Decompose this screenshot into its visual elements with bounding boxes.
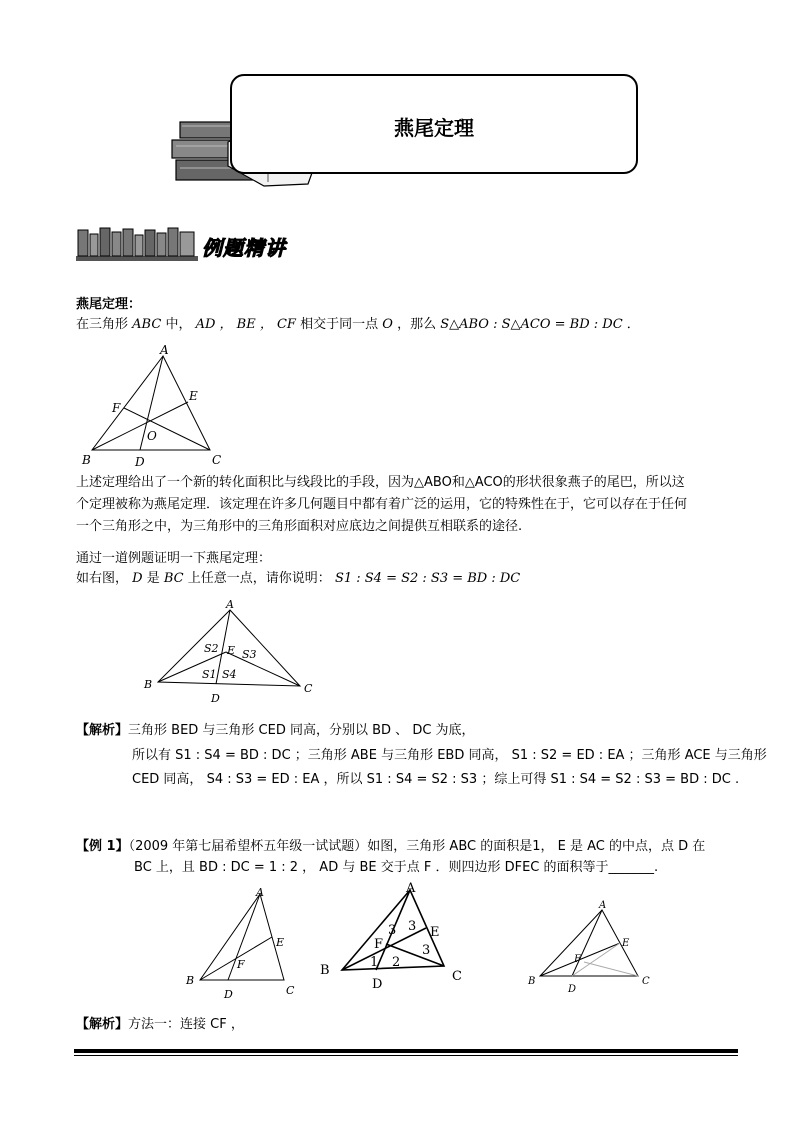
explanation-line: 个定理被称为燕尾定理．该定理在许多几何题目中都有着广泛的运用，它的特殊性在于，它可以存在于任何 [76,497,688,512]
label-b: B [320,963,330,978]
label-b: B [144,678,153,691]
area-label: 3 [422,943,431,958]
line-ce [226,652,300,686]
label-c: C [286,984,295,997]
label-c: C [212,453,222,467]
math-segment: BC [163,571,184,586]
analysis-text: 方法一：连接 CF ， [128,1017,244,1032]
label-a: A [256,886,264,899]
label-c: C [452,969,462,984]
label-o: O [147,429,157,443]
label-d: D [135,455,145,469]
label-s3: S3 [242,648,257,661]
area-label: 3 [408,919,417,934]
theorem-heading: 燕尾定理： [76,297,142,312]
text-segment: 相交于同一点 [300,317,379,332]
label-c: C [304,682,313,695]
label-f: F [574,954,581,965]
label-e: E [189,389,198,403]
analysis-2-line [76,1015,244,1035]
text-segment: 上任意一点，请你说明： [187,571,331,586]
label-a: A [599,900,607,911]
label-b: B [82,453,91,467]
label-c: C [642,976,650,987]
analysis-text: 三角形 BED 与三角形 CED 同高，分别以 BD 、 DC 为底， [128,723,475,738]
figure-1-triangle [78,340,248,470]
text-segment: 在三角形 [76,317,129,332]
analysis-tag: 【解析】 [76,723,129,738]
example-1-line1 [76,837,705,857]
label-e: E [430,925,440,940]
text-segment: 如右图， [76,571,129,586]
banner-graphic [76,226,198,262]
footer-rule-thin [74,1055,738,1056]
label-f: F [374,937,384,952]
label-e: E [622,938,630,949]
example-tag: 【例 1】 [76,839,129,854]
title-box [230,74,638,174]
example-text: （2009 年第七届希望杯五年级一试试题）如图，三角形 ABC 的面积是1， E 是 AC 的中点，点 D 在 [128,839,706,854]
line-be [342,928,426,970]
section-banner-text: 例题精讲 [202,236,286,260]
text-segment: 是 [146,571,160,586]
math-formula: S1 : S4 = S2 : S3 = BD : DC [334,571,521,586]
area-label: 3 [388,923,397,938]
math-segment: ABC [132,317,162,332]
line-cf [124,408,210,450]
math-segment: D [132,571,143,586]
math-segment: O [382,317,393,332]
label-b: B [186,974,195,987]
label-f: F [237,958,245,971]
label-e: E [276,936,285,949]
label-a: A [160,343,169,357]
label-f: F [112,401,121,415]
figure-3-triangle [180,884,310,1004]
footer-rule-thick [74,1049,738,1053]
label-a: A [406,881,416,896]
label-e: E [227,644,236,657]
label-d: D [372,977,383,992]
area-label: 2 [392,955,401,970]
analysis-tag: 【解析】 [76,1017,129,1032]
line-be [92,402,188,450]
math-formula: S△ABO : S△ACO = BD : DC [440,317,623,332]
area-label: 1 [370,955,379,970]
theorem-statement [76,315,640,335]
explanation-line: 上述定理给出了一个新的转化面积比与线段比的手段，因为△ABO和△ACO的形状很象燕子的尾巴，所以这 [76,475,685,490]
label-s4: S4 [222,668,237,681]
label-s1: S1 [202,668,217,681]
label-d: D [211,692,220,705]
section-banner [76,226,316,262]
figure-5-triangle [520,896,660,996]
explanation-paragraph [76,472,736,538]
text-segment: ，那么 [397,317,437,332]
label-d: D [568,984,577,995]
analysis-1-line2: 所以有 S1 : S4 = BD : DC ；三角形 ABE 与三角形 EBD 同高， S1 : S2 = ED : EA ；三角形 ACE 与三角形 [132,748,767,763]
analysis-1-line1 [76,721,475,741]
label-s2: S2 [204,642,219,655]
label-d: D [224,988,233,1001]
proof-intro-line2 [76,569,520,589]
figure-4-triangle [318,880,468,996]
example-1-line2: BC 上，且 BD : DC = 1 : 2 ， AD 与 BE 交于点 F ．则四边形 DFEC 的面积等于_______. [134,860,659,875]
text-segment: 中， [165,317,192,332]
line-cf [584,962,638,976]
proof-intro-line1: 通过一道例题证明一下燕尾定理： [76,551,272,566]
math-segment: AD ， BE ， CF [195,317,296,332]
text-segment: ． [626,317,640,332]
label-b: B [528,976,536,987]
label-a: A [226,598,234,611]
line-be [200,937,272,980]
analysis-1-line3: CED 同高， S4 : S3 = ED : EA ，所以 S1 : S4 = S2 : S3 ；综上可得 S1 : S4 = S2 : S3 = BD : DC . [132,772,740,787]
figure-2-triangle [140,596,320,708]
explanation-line: 一个三角形之中，为三角形中的三角形面积对应底边之间提供互相联系的途径. [76,519,523,534]
page-title: 燕尾定理 [394,116,474,140]
